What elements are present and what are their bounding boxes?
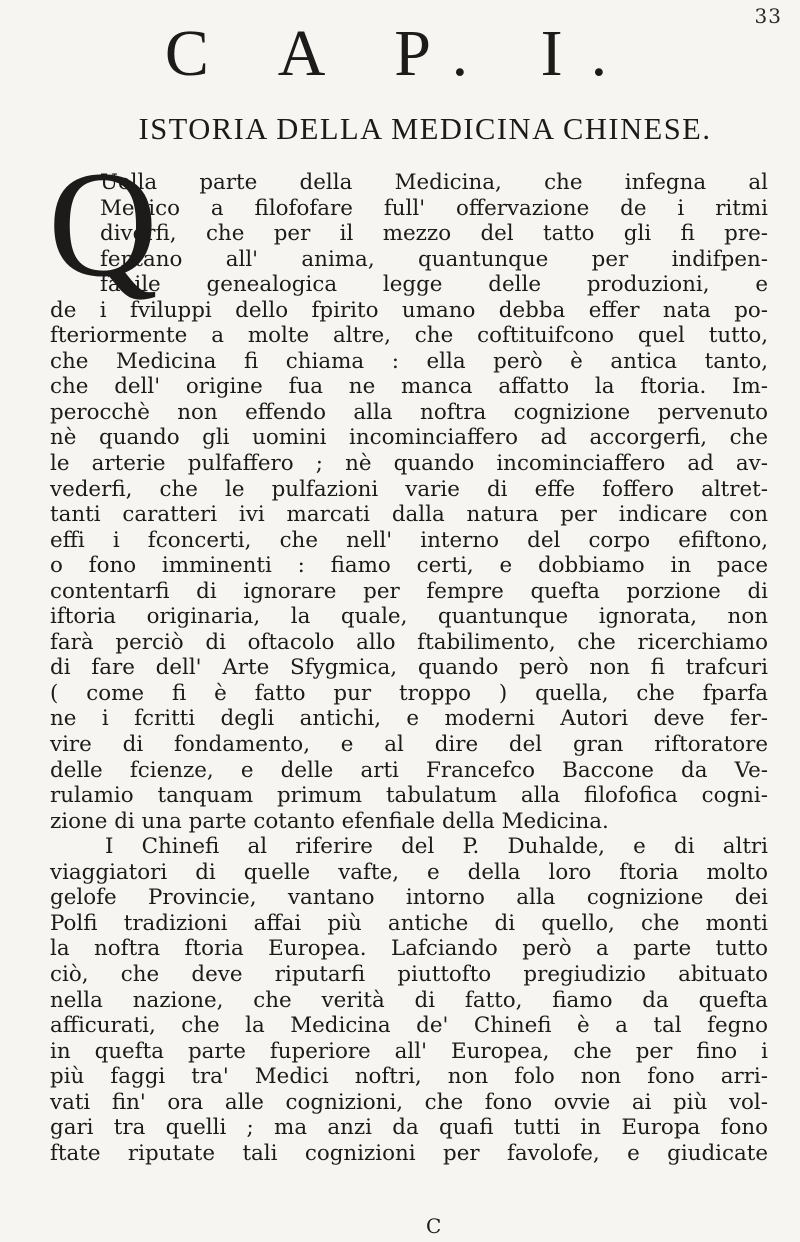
text-line: di fare dell' Arte Sfygmica, quando però non fi trafcuri: [50, 655, 768, 681]
text-line: effi i fconcerti, che nell' interno del corpo efiftono,: [50, 527, 768, 553]
text-line: ne i fcritti degli antichi, e moderni Autori deve fer-: [50, 706, 768, 732]
text-line: tanti caratteri ivi marcati dalla natura per indicare con: [50, 502, 768, 528]
text-line: nè quando gli uomini incominciaffero ad accorgerfi, che: [50, 425, 768, 451]
text-line: zione di una parte cotanto efenfiale della Medicina.: [50, 808, 609, 834]
chapter-heading: C A P. I.: [164, 17, 636, 90]
text-line: rulamio tanquam primum tabulatum alla filofofica cogni-: [50, 783, 768, 809]
text-line: che Medicina fi chiama : ella però è antica tanto,: [50, 348, 768, 374]
text-line: che dell' origine fua ne manca affatto la ftoria. Im-: [50, 374, 768, 400]
text-line: afficurati, che la Medicina de' Chinefi è a tal fegno: [50, 1013, 768, 1039]
text-line: la noftra ftoria Europea. Lafciando però a parte tutto: [50, 936, 768, 962]
text-line: o fono imminenti : fiamo certi, e dobbiamo in pace: [50, 553, 768, 579]
text-line: gari tra quelli ; ma anzi da quafi tutti in Europa fono: [50, 1115, 768, 1141]
text-line: vire di fondamento, e al dire del gran riftoratore: [50, 732, 768, 758]
text-line: gelofe Provincie, vantano intorno alla cognizione dei: [50, 885, 768, 911]
text-line: farà perciò di oftacolo allo ftabilimento, che ricerchiamo: [50, 629, 768, 655]
text-line: ( come fi è fatto pur troppo ) quella, che fparfa: [50, 680, 768, 706]
signature-mark: C: [426, 1214, 442, 1238]
text-line: vederfi, che le pulfazioni varie di effe foffero altret-: [50, 476, 768, 502]
text-line: delle fcienze, e delle arti Francefco Baccone da Ve-: [50, 757, 768, 783]
text-line: vati fin' ora alle cognizioni, che fono ovvie ai più vol-: [50, 1089, 768, 1115]
text-line: più faggi tra' Medici noftri, non folo non fono arri-: [50, 1064, 768, 1090]
text-line: I Chinefi al riferire del P. Duhalde, e di altri: [105, 834, 768, 860]
text-line: Medico a filofofare full' offervazione de i ritmi: [100, 195, 768, 221]
body-text: [50, 170, 768, 1166]
text-line: fentano all' anima, quantunque per indifpen-: [100, 246, 768, 272]
text-line: diverfi, che per il mezzo del tatto gli fi pre-: [100, 221, 768, 247]
text-line: ciò, che deve riputarfi piuttofto pregiudizio abituato: [50, 961, 768, 987]
text-line: nella nazione, che verità di fatto, fiamo da quefta: [50, 987, 768, 1013]
text-line: contentarfi di ignorare per fempre quefta porzione di: [50, 578, 768, 604]
page-number: 33: [754, 4, 782, 28]
text-line: de i fviluppi dello fpirito umano debba effer nata po-: [50, 297, 768, 323]
text-line: ftate riputate tali cognizioni per favolofe, e giudicate: [50, 1140, 768, 1166]
text-line: perocchè non effendo alla noftra cognizione pervenuto: [50, 399, 768, 425]
text-line: fteriormente a molte altre, che coftituifcono quel tutto,: [50, 323, 768, 349]
text-line: Polfi tradizioni affai più antiche di quello, che monti: [50, 910, 768, 936]
section-title: ISTORIA DELLA MEDICINA CHINESE.: [138, 112, 712, 146]
text-line: Uella parte della Medicina, che infegna al: [100, 170, 768, 195]
text-line: viaggiatori di quelle vafte, e della loro ftoria molto: [50, 859, 768, 885]
text-line: iftoria originaria, la quale, quantunque ignorata, non: [50, 604, 768, 630]
drop-cap: Q: [48, 140, 158, 308]
text-line: fabile genealogica legge delle produzioni, e: [100, 272, 768, 298]
text-line: le arterie pulfaffero ; nè quando incominciaffero ad av-: [50, 451, 768, 477]
text-line: in quefta parte fuperiore all' Europea, che per fino i: [50, 1038, 768, 1064]
